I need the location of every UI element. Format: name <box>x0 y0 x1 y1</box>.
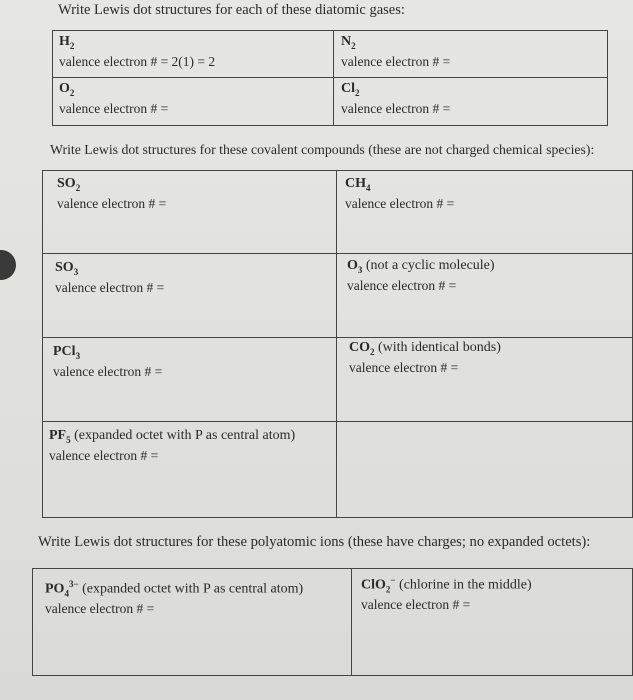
cell-ch4[interactable]: $CH_4$ valence electron # = <box>339 173 629 215</box>
valence-label: valence electron # = <box>341 53 451 69</box>
valence-label: valence electron # = <box>341 100 451 116</box>
valence-label: valence electron # = <box>59 100 169 116</box>
valence-label: valence electron # = <box>349 359 459 375</box>
valence-label: valence electron # = <box>345 195 455 211</box>
valence-label: valence electron # = <box>49 447 159 463</box>
covalent-table <box>42 170 633 518</box>
cell-po4[interactable]: $PO_4^{3-}$ (expanded octet with P as central atom) valence electron # = <box>39 573 351 620</box>
section2-heading: Write Lewis dot structures for these covalent compounds (these are not charged chemical species): <box>50 142 595 157</box>
cell-so3[interactable]: $SO_3$ valence electron # = <box>49 257 334 299</box>
cell-o2[interactable]: $O_2$ valence electron # = <box>53 78 333 120</box>
diatomic-table <box>52 30 608 126</box>
cell-pf5[interactable]: $PF_5$ (expanded octet with P as central atom) valence electron # = <box>43 425 335 467</box>
cell-cl2[interactable]: $Cl_2$ valence electron # = <box>335 78 609 120</box>
valence-label: valence electron # = <box>53 363 163 379</box>
section3-heading: Write Lewis dot structures for these polyatomic ions (these have charges; no expanded octets): <box>38 534 591 550</box>
valence-label: valence electron # = 2(1) = 2 <box>59 53 216 69</box>
valence-label: valence electron # = <box>55 279 165 295</box>
cell-clo2[interactable]: ClO$_2$− (chlorine in the middle) valence electron # = <box>355 569 630 616</box>
cell-h2[interactable]: $H_2$ valence electron # = 2(1) = 2 <box>53 31 333 73</box>
valence-label: valence electron # = <box>347 277 457 293</box>
cell-o3[interactable]: $O_3$ (not a cyclic molecule) valence electron # = <box>341 255 631 297</box>
cell-so2[interactable]: $SO_2$ valence electron # = <box>51 173 336 215</box>
section1-heading: Write Lewis dot structures for each of these diatomic gases: <box>58 2 405 18</box>
polyatomic-table <box>32 568 633 676</box>
cell-co2[interactable]: $CO_2$ (with identical bonds) valence electron # = <box>343 337 633 379</box>
valence-label: valence electron # = <box>57 195 167 211</box>
cell-pcl3[interactable]: PCl$_3$ valence electron # = <box>47 341 332 383</box>
punch-hole <box>0 250 16 280</box>
valence-label: valence electron # = <box>45 601 155 617</box>
valence-label: valence electron # = <box>361 597 471 613</box>
cell-n2[interactable]: $N_2$ valence electron # = <box>335 31 609 73</box>
